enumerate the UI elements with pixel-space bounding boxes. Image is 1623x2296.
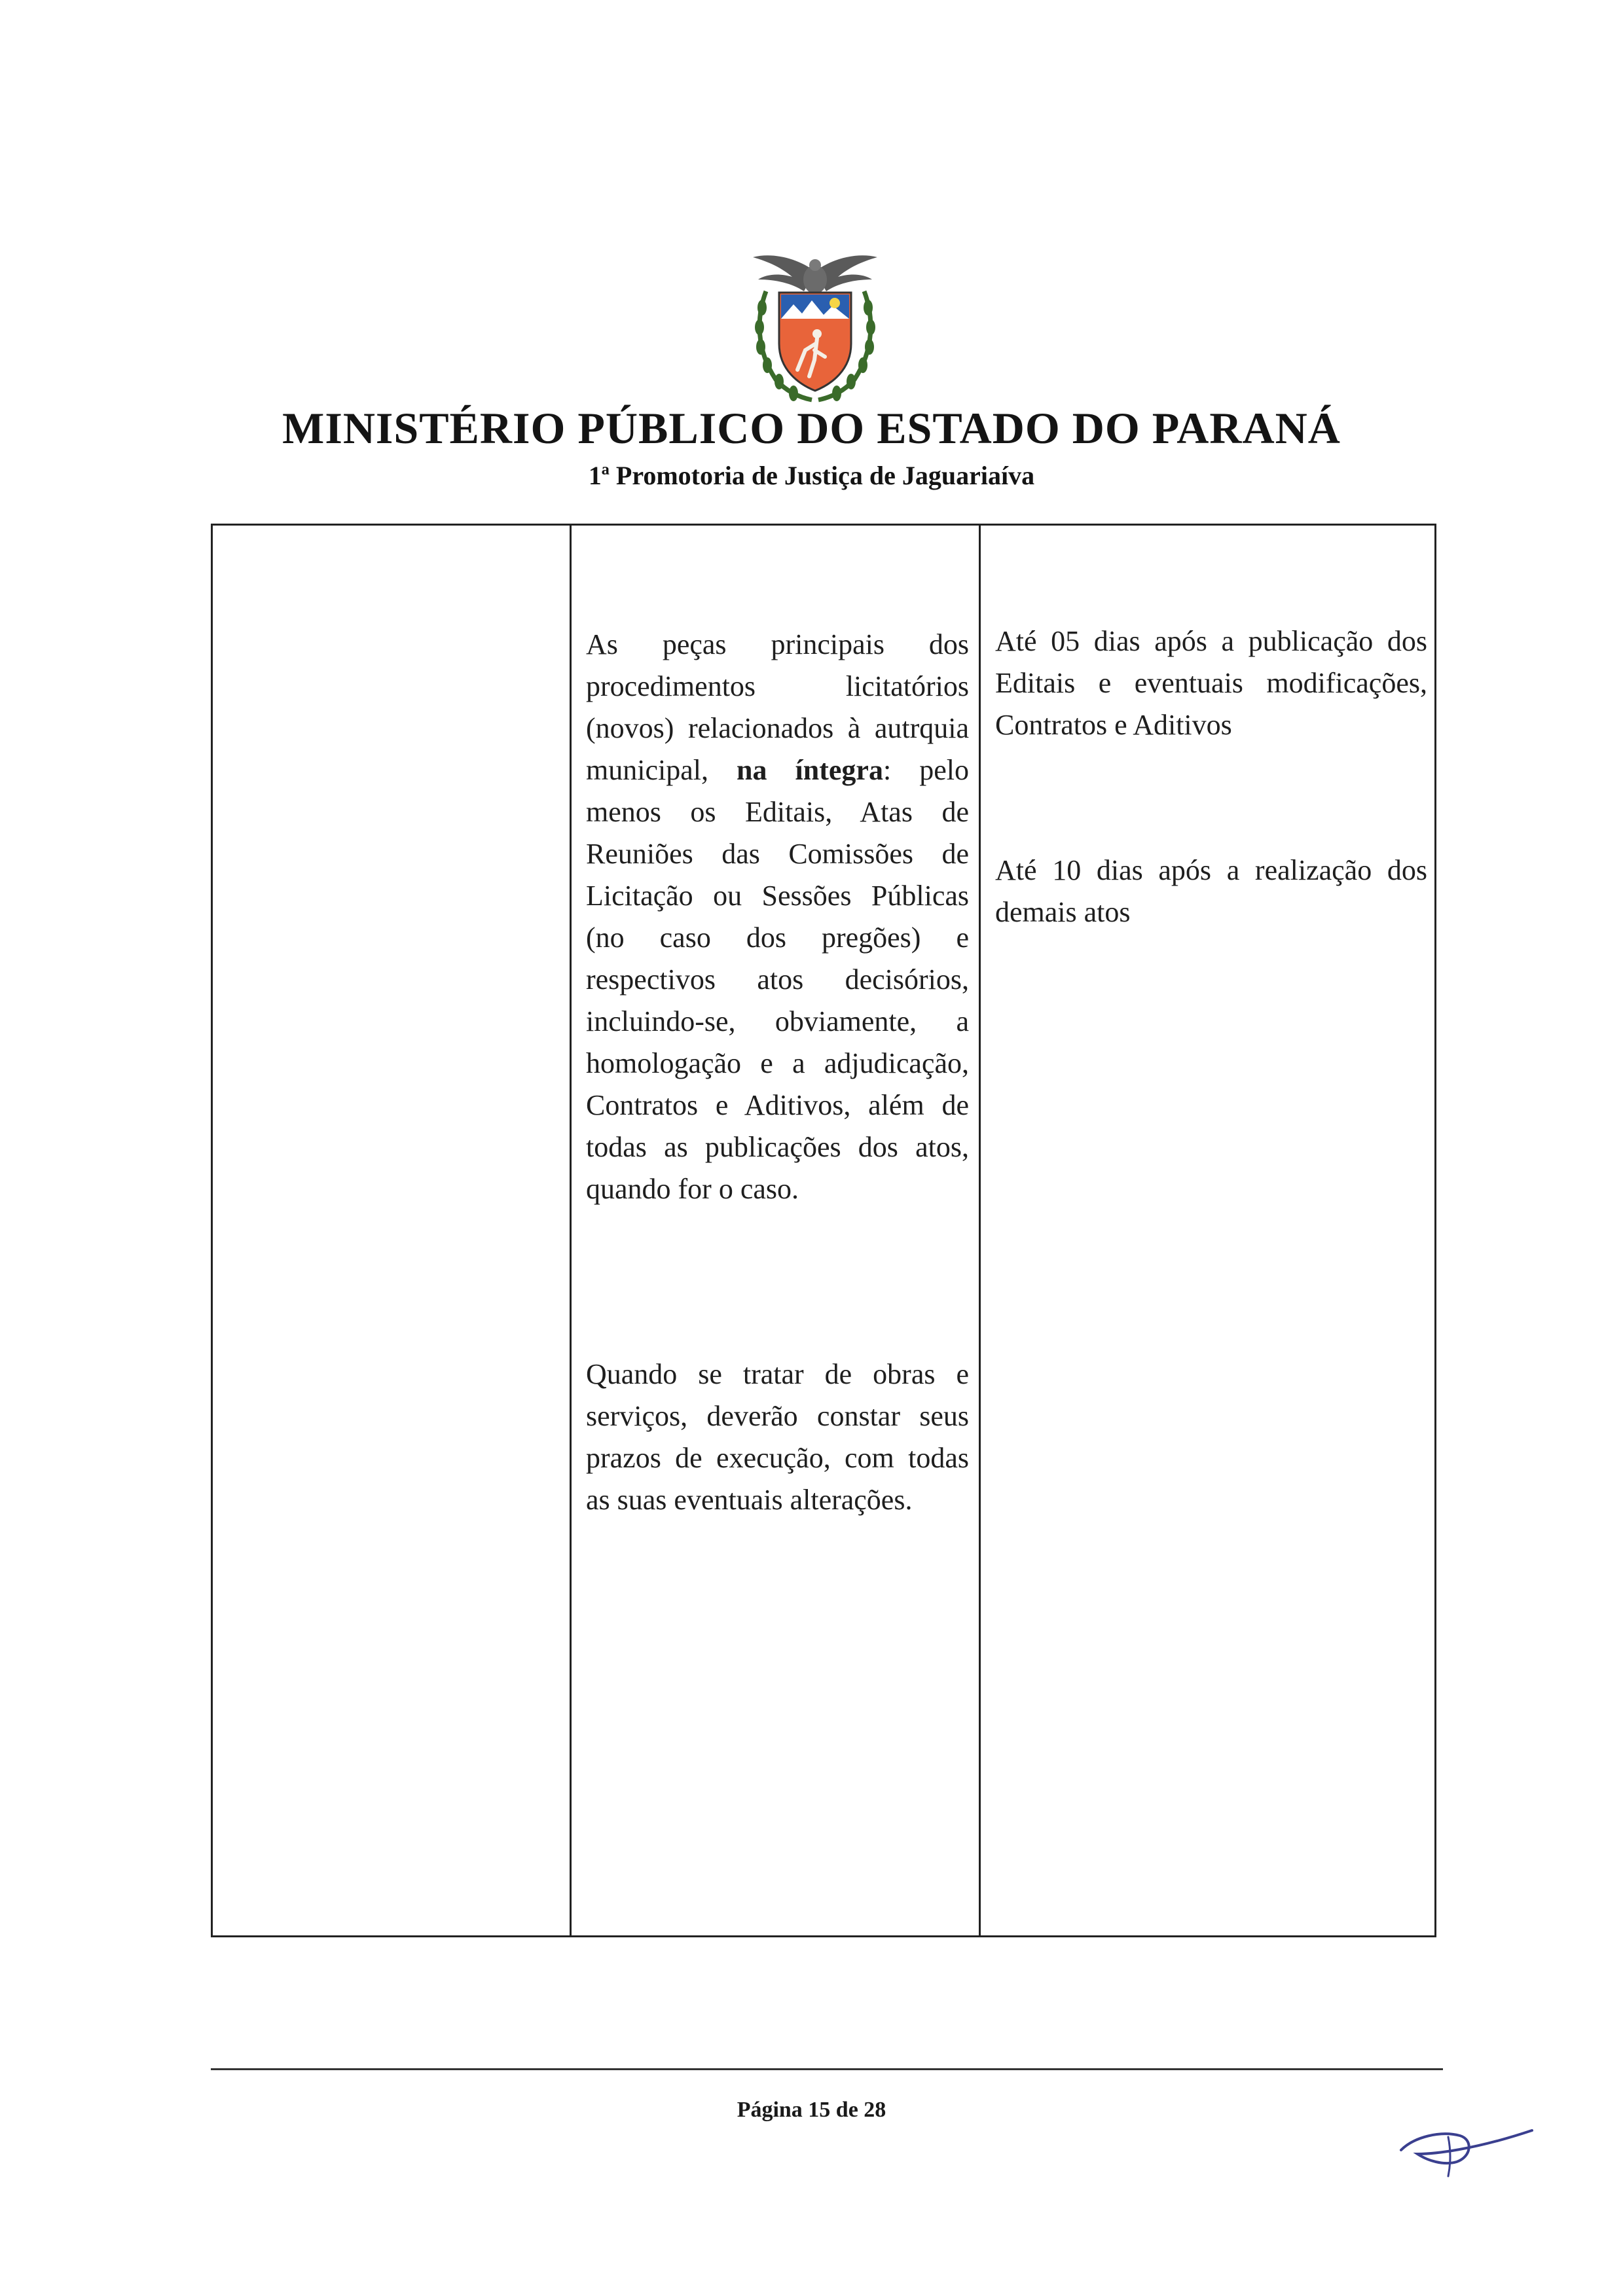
procurement-documents-paragraph: [586, 624, 969, 1210]
obligations-table: [211, 524, 1436, 1937]
deadline-paragraph-1: Até 05 dias após a publicação dos Editais e eventuais modificações, Contratos e Aditivos: [995, 625, 1427, 741]
works-deadlines-paragraph: Quando se tratar de obras e serviços, deverão constar seus prazos de execução, com todas as suas eventuais alterações.: [586, 1358, 969, 1516]
deadline-paragraph-2: Até 10 dias após a realização dos demais atos: [995, 854, 1427, 928]
procurement-text-emphasis: na íntegra: [737, 754, 883, 786]
table-cell-column2-note: [586, 1354, 969, 1521]
table-cell-column3: [995, 620, 1427, 746]
signature-initials: [1388, 2111, 1539, 2183]
page-number: Página 15 de 28: [737, 2098, 886, 2122]
organization-title: MINISTÉRIO PÚBLICO DO ESTADO DO PARANÁ: [282, 403, 1341, 453]
procurement-text-part1: As peças principais dos procedimentos licitatórios (novos) relacionados à autrquia municipal,: [586, 628, 969, 786]
table-cell-column3-second: [995, 850, 1427, 933]
table-cell-column2: [586, 624, 969, 1210]
parana-coat-of-arms-icon: [746, 245, 884, 406]
column-divider-2: [979, 526, 981, 1935]
footer-divider: [211, 2068, 1443, 2070]
procurement-text-part2: : pelo menos os Editais, Atas de Reuniões das Comissões de Licitação ou Sessões Públicas (no caso dos pregões) e respectivos atos decisórios, incluindo-se, obviamente, a homologação e a adjudicação, Contratos e Aditivos, além de todas as publicações dos atos, quando for o caso.: [586, 754, 969, 1205]
column-divider-1: [570, 526, 572, 1935]
organization-subtitle: 1ª Promotoria de Justiça de Jaguariaíva: [588, 461, 1035, 490]
